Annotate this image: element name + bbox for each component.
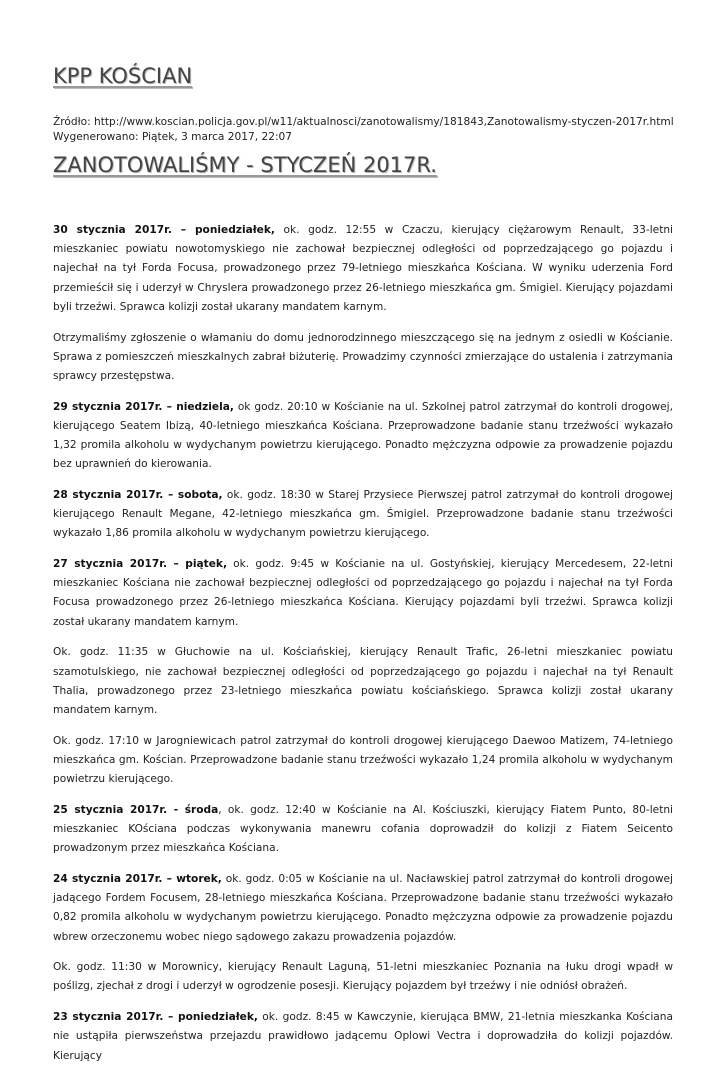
paragraph-text: ok. godz. 8:45 w Kawczynie, kierująca BMW, 21-letnia mieszkanka Kościana nie ustąpiła pierwszeństwa przejazdu prawidłowo jadącemu Oplowi Vectra i doprowadziła do kolizji pojazdów. Kierujący <box>53 1011 673 1062</box>
paragraph <box>53 1008 673 1066</box>
paragraph <box>53 555 673 632</box>
paragraph-lead: 23 stycznia 2017r. – poniedziałek, <box>53 1011 258 1024</box>
site-title: KPP KOŚCIAN <box>53 64 193 88</box>
paragraph-text: Ok. godz. 11:35 w Głuchowie na ul. Kościańskiej, kierujący Renault Trafic, 26-letni mieszkaniec powiatu szamotulskiego, nie zachował bezpiecznej odległości od poprzedzającego go pojazdu i najechał na tył Renault Thalia, prowadzonego przez 23-letniego mieszkańca powiatu kościańskiego. Sprawca kolizji został ukarany mandatem karnym. <box>53 646 673 716</box>
paragraph-text: ok. godz. 9:45 w Kościanie na ul. Gostyńskiej, kierujący Mercedesem, 22-letni mieszkaniec Kościana nie zachował bezpiecznej odległości od poprzedzającego go pojazdu i najechał na tył Forda Focusa prowadzonego przez 26-letniego mieszkańca Kościana. Kierujący pojazdami byli trzeźwi. Sprawca kolizji został ukarany mandatem karnym. <box>53 558 673 628</box>
paragraph-text: ok godz. 20:10 w Kościanie na ul. Szkolnej patrol zatrzymał do kontroli drogowej, kierującego Seatem Ibizą, 40-letniego mieszkańca Kościana. Przeprowadzone badanie stanu trzeźwości wykazało 1,32 promila alkoholu w wydychanym powietrzu kierującego. Ponadto mężczyzna odpowie za prowadzenie pojazdu bez uprawnień do kierowania. <box>53 400 673 471</box>
paragraph-lead: 29 stycznia 2017r. – niedziela, <box>53 400 234 413</box>
paragraph-text: Otrzymaliśmy zgłoszenie o włamaniu do domu jednorodzinnego mieszczącego się na jednym z osiedli w Kościanie. Sprawa z pomieszczeń mieszkalnych zabrał biżuterię. Prowadzimy czynności zmierzające do ustalenia i zatrzymania sprawcy przestępstwa. <box>53 331 673 382</box>
paragraph <box>53 486 673 544</box>
paragraph <box>53 732 673 790</box>
paragraph <box>53 958 673 996</box>
paragraph-text: Ok. godz. 11:30 w Morownicy, kierujący Renault Laguną, 51-letni mieszkaniec Poznania na łuku drogi wpadł w poślizg, zjechał z drogi i uderzył w ogrodzenie posesji. Kierujący pojazdem był trzeźwy i nie odniósł obrażeń. <box>53 961 673 993</box>
source-url: http://www.koscian.policja.gov.pl/w11/aktualnosci/zanotowalismy/181843,Zanotowalismy-styczen-2017r.html <box>94 116 674 128</box>
source-label: Źródło: <box>53 116 91 128</box>
paragraph <box>53 643 673 720</box>
paragraph-lead: 28 stycznia 2017r. – sobota, <box>53 488 223 501</box>
paragraph-text: ok. godz. 12:55 w Czaczu, kierujący ciężarowym Renault, 33-letni mieszkaniec powiatu nowotomyskiego nie zachował bezpiecznej odległości od poprzedzającego go pojazdu i najechał na tył Forda Focusa, prowadzonego przez 79-letniego mieszkańca Kościana. W wyniku uderzenia Ford przemieścił się i uderzył w Chryslera prowadzonego przez 26-letniego mieszkańca gm. Śmigiel. Kierujący pojazdami byli trzeźwi. Sprawca kolizji został ukarany mandatem karnym. <box>53 224 673 313</box>
paragraph <box>53 398 673 475</box>
paragraph-text: ok. godz. 0:05 w Kościanie na ul. Nacławskiej patrol zatrzymał do kontroli drogowej jadącego Fordem Focusem, 28-letniego mieszkańca Kościana. Przeprowadzone badanie stanu trzeźwości wykazało 0,82 promila alkoholu w wydychanym powietrzu kierującego. Ponadto mężczyzna odpowie za prowadzenie pojazdu wbrew orzeczonemu wobec niego sądowego zakazu prowadzenia pojazdów. <box>53 872 673 943</box>
paragraph <box>53 329 673 387</box>
paragraph <box>53 801 673 859</box>
paragraph-lead: 25 stycznia 2017r. - środa <box>53 803 219 816</box>
generated-value: Piątek, 3 marca 2017, 22:07 <box>141 131 293 143</box>
article-body <box>53 221 673 1077</box>
paragraph-lead: 30 stycznia 2017r. – poniedziałek, <box>53 224 275 236</box>
paragraph <box>53 221 673 317</box>
paragraph-text: , ok. godz. 12:40 w Kościanie na Al. Kościuszki, kierujący Fiatem Punto, 80-letni mieszkaniec KOściana podczas wykonywania manewru cofania doprowadził do kolizji z Fiatem Seicento prowadzonym przez mieszkańca Kościana. <box>53 803 674 855</box>
paragraph-text: ok. godz. 18:30 w Starej Przysiece Pierwszej patrol zatrzymał do kontroli drogowej kierującego Renault Megane, 42-letniego mieszkańca gm. Śmigiel. Przeprowadzone badanie stanu trzeźwości wykazało 1,86 promila alkoholu w wydychanym powietrzu kierującego. <box>53 488 673 540</box>
paragraph-lead: 27 stycznia 2017r. – piątek, <box>53 558 227 571</box>
source-line <box>53 115 674 130</box>
document-meta <box>53 115 674 145</box>
paragraph-text: Ok. godz. 17:10 w Jarogniewicach patrol zatrzymał do kontroli drogowej kierującego Daewoo Matizem, 74-letniego mieszkańca gm. Kościan. Przeprowadzone badanie stanu trzeźwości wykazało 1,24 promila alkoholu w wydychanym powietrzu kierującego. <box>53 734 673 786</box>
generated-label: Wygenerowano: <box>53 131 139 143</box>
generated-line <box>53 130 674 145</box>
paragraph-lead: 24 stycznia 2017r. – wtorek, <box>53 872 222 885</box>
article-title: ZANOTOWALIŚMY - STYCZEŃ 2017R. <box>53 153 437 177</box>
paragraph <box>53 870 673 947</box>
